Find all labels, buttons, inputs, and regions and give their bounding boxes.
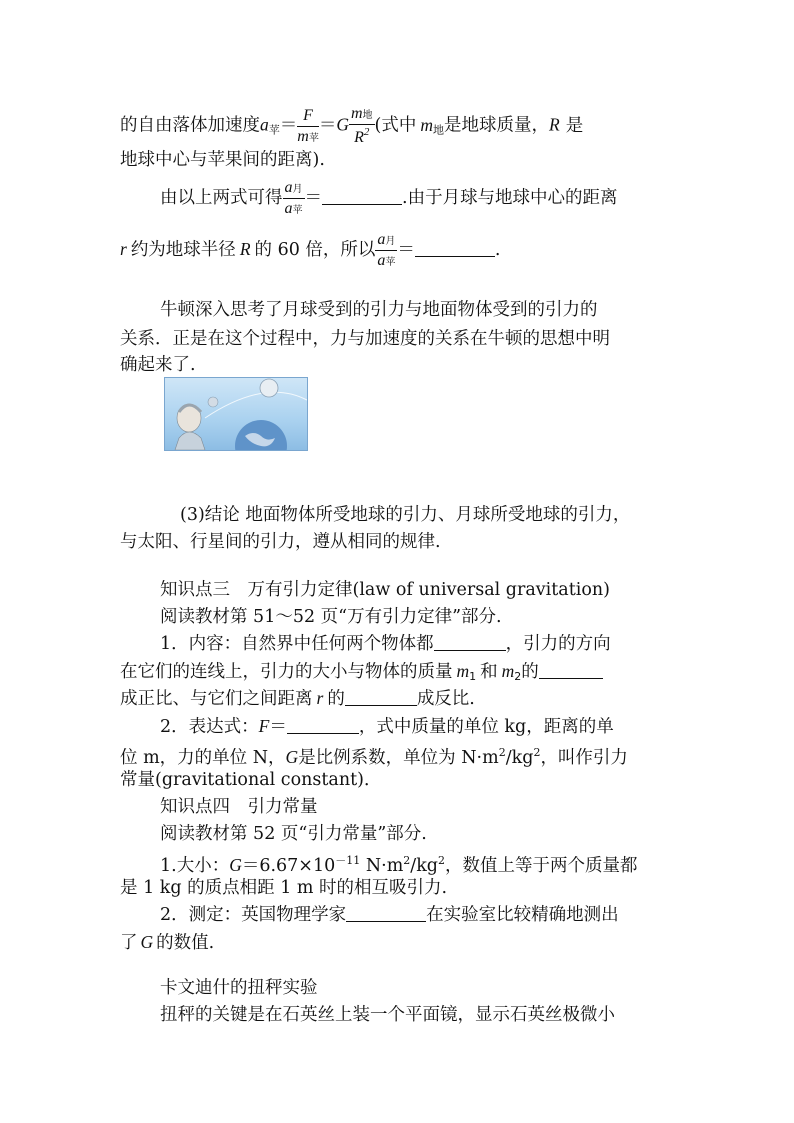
content-line: 成正比、与它们之间距离 r 的 成反比. [120, 688, 475, 709]
reading-instruction: 阅读教材第 51～52 页“万有引力定律”部分. [160, 607, 502, 627]
conclusion-line: 与太阳、行星间的引力，遵从相同的规律. [120, 532, 441, 552]
fraction-F-over-m: $\frac{F}{\text{m苹}}$ [297, 106, 319, 145]
answer-blank[interactable] [322, 186, 402, 205]
paragraph-line: 确起来了. [120, 355, 196, 375]
newton-earth-moon-figure [164, 377, 308, 451]
section-heading-k3: 知识点三 万有引力定律(law of universal gravitation) [160, 580, 611, 600]
content-line: 1．内容：自然界中任何两个物体都 ，引力的方向 [160, 634, 611, 654]
expression-line: 2．表达式：F＝ ，式中质量的单位 kg，距离的单 [160, 716, 614, 737]
content-line: 在它们的连线上，引力的大小与物体的质量 $m_1$ 和 $m_2$的 [120, 659, 603, 689]
figure-illustration [165, 378, 307, 450]
answer-blank[interactable] [539, 660, 603, 679]
magnitude-line: 1.大小：$G=6.67\times 10^{-11}$ $N\cdot m^2/kg^2$，数值上等于两个质量都 [160, 854, 638, 876]
cavendish-heading: 卡文迪什的扭秤实验 [160, 978, 318, 998]
answer-blank[interactable] [287, 715, 359, 734]
expression-line: 位 m，力的单位 N，G是比例系数，单位为 $N\cdot m^2/kg^2$，叫作引力 [120, 746, 628, 768]
formula-line-ratio: 由以上两式可得 $\frac{\text{a月}}{\text{a苹}}$ ＝ .由于月球与地球中心的距离 [160, 179, 618, 217]
text-line: 地球中心与苹果间的距离). [120, 150, 325, 170]
cavendish-text: 扭秤的关键是在石英丝上装一个平面镜，显示石英丝极微小 [160, 1005, 615, 1025]
magnitude-line: 是 1 kg 的质点相距 1 m 时的相互吸引力. [120, 878, 448, 898]
formula-line-apple-acceleration: 的自由落体加速度$a_苹=$ $\frac{F}{\text{m苹}}$ ＝G $\frac{\text{m地}}{R^2}$ (式中 $m_地$是地球质量，R 是 [120, 105, 584, 146]
conclusion-line: (3)结论 地面物体所受地球的引力、月球所受地球的引力， [180, 505, 631, 525]
expression-line: 常量(gravitational constant)． [120, 770, 382, 790]
paragraph-line: 关系．正是在这个过程中，力与加速度的关系在牛顿的思想中明 [120, 329, 610, 349]
answer-blank[interactable] [434, 632, 506, 651]
paragraph-line: 牛顿深入思考了月球受到的引力与地面物体受到的引力的 [160, 300, 598, 320]
section-heading-k4: 知识点四 引力常量 [160, 797, 318, 817]
formula-line-ratio-60: r 约为地球半径 R 的 60 倍，所以 $\frac{\text{a月}}{\text{a苹}}$ ＝ . [120, 231, 501, 269]
reading-instruction: 阅读教材第 52 页“引力常量”部分. [160, 824, 427, 844]
fraction-a-moon-over-a-apple: $\frac{\text{a月}}{\text{a苹}}$ [284, 179, 303, 217]
measurement-line: 2．测定：英国物理学家 在实验室比较精确地测出 [160, 905, 619, 925]
moon-icon [260, 379, 278, 397]
fraction-a-moon-over-a-apple-2: $\frac{\text{a月}}{\text{a苹}}$ [377, 231, 396, 269]
measurement-line: 了 G 的数值. [120, 932, 215, 953]
answer-blank[interactable] [415, 238, 495, 257]
answer-blank[interactable] [345, 687, 417, 706]
fraction-m-over-R2: $\frac{\text{m地}}{R^2}$ [350, 105, 373, 146]
answer-blank[interactable] [346, 903, 426, 922]
